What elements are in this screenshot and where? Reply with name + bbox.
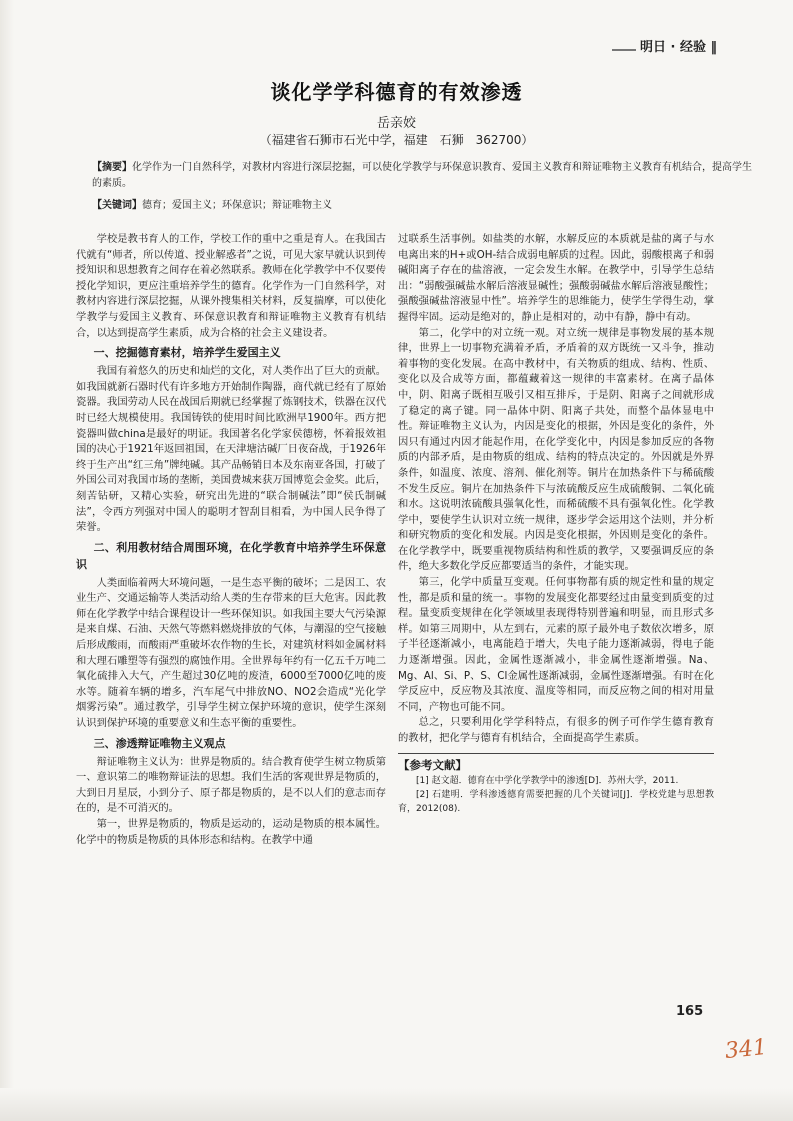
continued-paragraph: 过联系生活事例。如盐类的水解，水解反应的本质就是盐的离子与水电离出来的H+或OH-结合成弱电解质的过程。因此，弱酸根离子和弱碱阳离子存在的盐溶液，一定会发生水解。在教学中，引导学生总结出：“弱酸强碱盐水解后溶液显碱性；强酸弱碱盐水解后溶液显酸性；强酸强碱盐溶液显中性”。培养学生的思维能力，使学生学得生动，掌握得牢固。运动是绝对的，静止是相对的，动中有静，静中有动。 (398, 233, 714, 323)
section-2-heading: 二、利用教材结合周围环境，在化学教育中培养学生环保意识 (76, 540, 386, 571)
scan-shadow-left (0, 0, 14, 1121)
section-1-heading: 一、挖掘德育素材，培养学生爱国主义 (93, 346, 281, 360)
scan-shadow-bottom (0, 1088, 793, 1121)
page-number: 165 (676, 1004, 704, 1019)
header-rule (612, 49, 636, 51)
section-1-paragraph: 我国有着悠久的历史和灿烂的文化，对人类作出了巨大的贡献。如我国就新石器时代有许多地方开始制作陶器，商代就已经有了原始瓷器。我国劳动人民在战国后期就已经掌握了炼钢技术，铁器在汉代时已经大规模使用。我国铸铁的使用时间比欧洲早1900年。西方把瓷器叫做china是最好的明证。我国著名化学家侯德榜，怀着报效祖国的决心于1921年返回祖国，在天津塘沽碱厂日夜奋战，于1926年终于生产出“红三角”牌纯碱。其产品畅销日本及东南亚各国，打破了外国公司对我国市场的垄断，美国费城来获万国博览会金奖。此后，刻苦钻研，又精心实验，研究出先进的“联合制碱法”即“侯氏制碱法”，令西方列强对中国人的聪明才智刮目相看，为中国人民争得了荣誉。 (76, 365, 386, 534)
conclusion-paragraph: 总之，只要利用化学学科特点，有很多的例子可作学生德育教育的教材，把化学与德育有机结合，全面提高学生素质。 (398, 716, 714, 744)
intro-paragraph: 学校是教书育人的工作，学校工作的重中之重是育人。在我国古代就有“师者，所以传道、授业解惑者”之说，可见大家早就认识到传授知识和思想教育之间存在着必然联系。教师在化学教学中不仅要传授化学知识，更应注重培养学生的德育。化学作为一门自然科学，对教材内容进行深层挖掘，从课外搜集相关材料，反复揣摩，可以使化学教学与爱国主义教育、环保意识教育和辩证唯物主义教育有机结合，以达到提高学生素质，成为合格的社会主义建设者。 (76, 233, 386, 339)
abstract-text: 化学作为一门自然科学，对教材内容进行深层挖掘，可以使化学教学与环保意识教育、爱国主义教育和辩证唯物主义教育有机结合，提高学生的素质。 (92, 162, 752, 189)
right-column (398, 232, 714, 816)
abstract (92, 160, 752, 192)
references-heading: 【参考文献】 (398, 753, 714, 774)
handwritten-annotation: 341 (723, 1034, 769, 1065)
reference-item: [1] 赵文超．德育在中学化学教学中的渗透[D]．苏州大学，2011. (416, 775, 679, 786)
section-3-paragraph-2: 第一，世界是物质的，物质是运动的，运动是物质的根本属性。化学中的物质是物质的具体形态和结构。在教学中通 (76, 818, 386, 846)
section-2-paragraph: 人类面临着两大环境问题，一是生态平衡的破坏；二是因工、农业生产、交通运输等人类活动给人类的生存带来的巨大危害。因此教师在化学教学中结合课程设计一些环保知识。如我国主要大气污染源是来自煤、石油、天然气等燃料燃烧排放的气体，与潮湿的空气接触后形成酸雨，而酸雨严重破坏农作物的生长，对建筑材料如金属材料和大理石雕塑等有强烈的腐蚀作用。全世界每年约有一亿五千万吨二氧化硫排入大气，产生超过30亿吨的废渣，6000至7000亿吨的废水等。随着车辆的增多，汽车尾气中排放NO、NO2会造成“光化学烟雾污染”。通过教学，引导学生树立保护环境的意识，使学生深刻认识到保护环境的重要意义和生态平衡的重要性。 (76, 576, 386, 730)
paragraph-unity-of-opposites: 第二，化学中的对立统一观。对立统一规律是事物发展的基本规律，世界上一切事物充满着矛盾，矛盾着的双方既统一又斗争，推动着事物的变化发展。在高中教材中，有关物质的组成、结构、性质、变化以及合成等方面，都蕴藏着这一规律的丰富素材。在离子晶体中，阴、阳离子既相互吸引又相互排斥，于是阴、阳离子之间就形成了稳定的离子键。同一晶体中阴、阳离子共处，而整个晶体显电中性。辩证唯物主义认为，内因是变化的根据，外因是变化的条件，外因只有通过内因才能起作用，在化学变化中，内因是参加反应的各物质的内部矛盾，是由物质的组成、结构的特点决定的。外因就是外界条件，如温度、浓度、溶剂、催化剂等。铜片在加热条件下与稀硫酸不发生反应。铜片在加热条件下与浓硫酸反应生成硫酸铜、二氧化硫和水。这说明浓硫酸具强氧化性，而稀硫酸不具有强氧化性。化学教学中，要使学生认识对立统一规律，逐步学会运用这个法则，并分析和研究物质的变化和发展。内因是变化根据，外因则是变化的条件。在化学教学中，既要重视物质结构和性质的教学，又要强调反应的条件，绝大多数化学反应都要适当的条件，才能实现。 (398, 326, 714, 573)
section-3-heading: 三、渗透辩证唯物主义观点 (93, 736, 226, 750)
keywords-label: 【关键词】 (92, 200, 142, 211)
keywords-text: 德育；爱国主义；环保意识；辩证唯物主义 (142, 200, 332, 211)
paragraph-quantity-quality: 第三，化学中质量互变观。任何事物都有质的规定性和量的规定性，都是质和量的统一。事物的发展变化都要经过由量变到质变的过程。量变质变规律在化学领域里表现得特别普遍和明显，而且形式多样。如第三周期中，从左到右，元素的原子最外电子数依次增多，原子半径逐渐减小，电离能趋于增大，失电子能力逐渐减弱，得电子能力逐渐增强。因此，金属性逐渐减小，非金属性逐渐增强。Na、Mg、Al、Si、P、S、Cl金属性逐渐减弱，金属性逐渐增强。有时在化学反应中，反应物及其浓度、温度等相同，而反应物之间的相对用量不同，产物也可能不同。 (398, 576, 714, 713)
left-column (76, 232, 386, 848)
article-title: 谈化学学科德育的有效渗透 (270, 80, 523, 104)
section-tag: 明日 · 经验 ‖ (640, 40, 718, 55)
abstract-label: 【摘要】 (92, 162, 132, 173)
article-author: 岳亲姣 (376, 116, 416, 131)
reference-item: [2] 石建明．学科渗透德育需要把握的几个关键词[J]．学校党建与思想教育，2012(08). (398, 789, 714, 814)
author-affiliation: （福建省石狮市石光中学，福建 石狮 362700） (259, 133, 534, 147)
section-3-paragraph-1: 辩证唯物主义认为：世界是物质的。结合教育使学生树立物质第一、意识第二的唯物辩证法的思想。我们生活的客观世界是物质的，大到日月星辰，小到分子、原子都是物质的，是不以人们的意志而存在的，是不可消灭的。 (76, 755, 386, 815)
keywords (92, 198, 752, 214)
